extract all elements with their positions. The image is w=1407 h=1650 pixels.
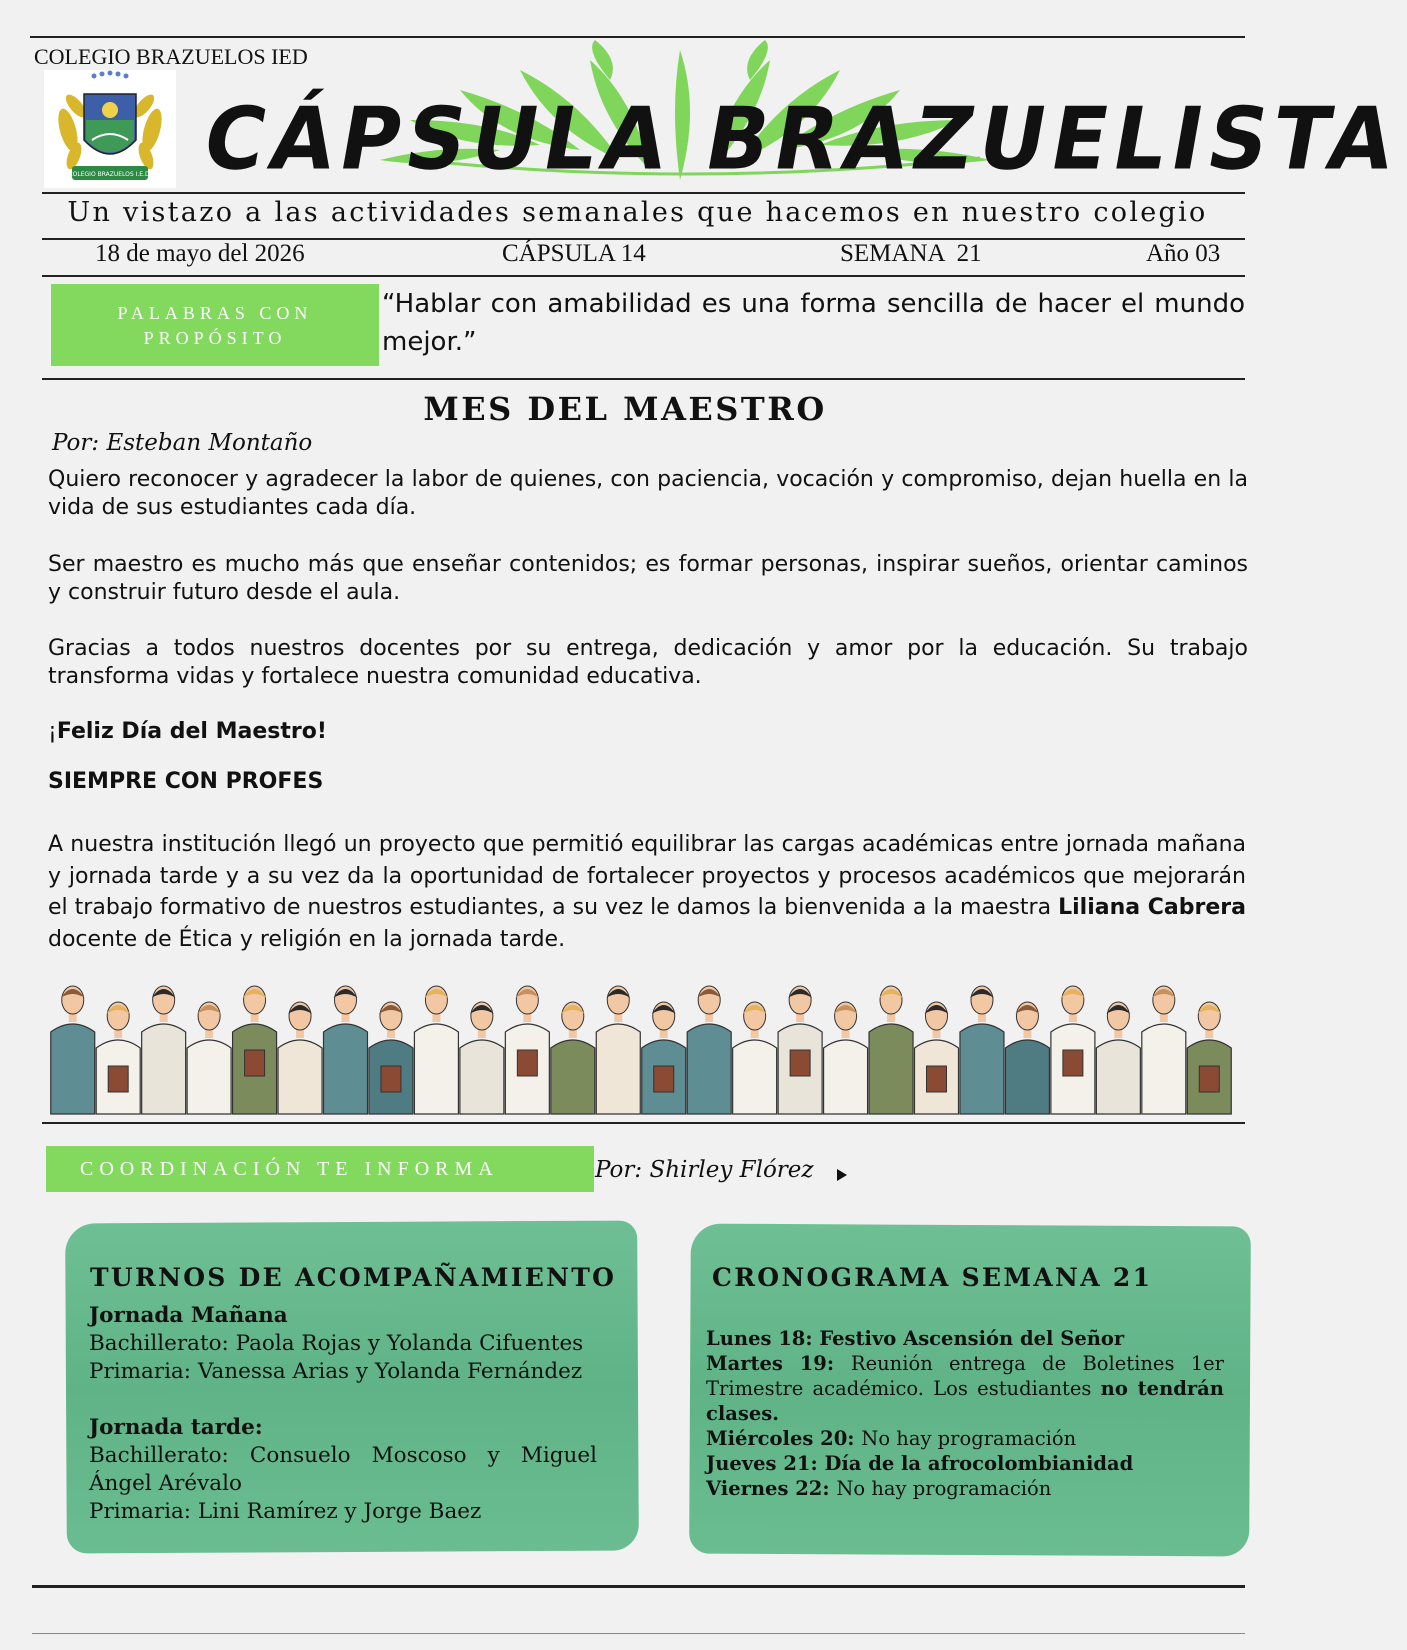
teacher-figure — [869, 986, 913, 1114]
teacher-figure — [96, 1002, 140, 1114]
words-label-line2: PROPÓSITO — [143, 328, 287, 348]
cronograma-day: Jueves 21: — [706, 1452, 825, 1475]
feliz-dia-line — [48, 719, 327, 744]
feliz-dia-text: Feliz Día del Maestro! — [56, 719, 327, 744]
cronograma-text: Día de la afrocolombianidad — [824, 1452, 1134, 1475]
coordination-label-box — [46, 1146, 594, 1192]
article-byline: Por: Esteban Montaño — [52, 430, 313, 456]
afternoon-bachillerato: Bachillerato: Consuelo Moscoso y Miguel — [89, 1443, 597, 1468]
year-number: Año 03 — [1146, 240, 1221, 267]
teacher-figure — [551, 1002, 595, 1114]
rule-under-illustration — [42, 1122, 1245, 1124]
teacher-figure — [142, 986, 186, 1114]
cronograma-text: No hay programación — [836, 1477, 1052, 1500]
play-arrow-icon — [836, 1168, 848, 1182]
teacher-figure — [642, 1002, 686, 1114]
teacher-figure — [51, 986, 95, 1114]
rule-under-title — [42, 192, 1245, 194]
school-name: COLEGIO BRAZUELOS IED — [34, 44, 308, 69]
teacher-figure — [278, 1002, 322, 1114]
teacher-figure — [505, 986, 549, 1114]
teacher-figure — [960, 986, 1004, 1114]
afternoon-heading: Jornada tarde: — [89, 1415, 263, 1440]
cronograma-text: Festivo Ascensión del Señor — [819, 1327, 1125, 1350]
cronograma-bold-tail: no tendrán clases. — [706, 1377, 1224, 1425]
teacher-figure — [1187, 1002, 1231, 1114]
teacher-figure — [596, 986, 640, 1114]
paragraph-4-text-a: A nuestra institución llegó un proyecto que permitió equilibrar las cargas académicas entre jornada mañana y jornada tarde y a su vez da la oportunidad de fortalecer proyectos y procesos académicos que mejorarán el trabajo formativo de nuestros estudiantes, a su vez le damos la bienvenida a la maestra — [48, 832, 1246, 920]
cronograma-day: Lunes 18: — [706, 1327, 820, 1350]
words-label-box — [51, 284, 379, 366]
cronograma-text: Reunión entrega de Boletines 1er Trimestre académico. Los estudiantes — [706, 1352, 1224, 1400]
newsletter-title: CÁPSULA BRAZUELISTA — [196, 89, 1407, 190]
bottom-rule — [32, 1585, 1245, 1588]
words-label-line1: PALABRAS CON — [117, 303, 313, 323]
teacher-figure — [324, 986, 368, 1114]
issue-date: 18 de mayo del 2026 — [95, 240, 305, 267]
footer-rule — [32, 1633, 1245, 1634]
teacher-figure — [1051, 986, 1095, 1114]
cronograma-item — [706, 1451, 1224, 1476]
teacher-figure — [915, 1002, 959, 1114]
cronograma-item — [706, 1476, 1224, 1501]
teacher-figure — [233, 986, 277, 1114]
top-rule — [30, 36, 1245, 38]
week-number: SEMANA 21 — [840, 240, 982, 267]
teacher-figure — [187, 1002, 231, 1114]
article-paragraph-4 — [48, 829, 1246, 955]
teacher-figure — [369, 1002, 413, 1114]
teachers-illustration — [50, 978, 1232, 1114]
teacher-figure — [1096, 1002, 1140, 1114]
cronograma-item — [706, 1351, 1224, 1426]
article-title: MES DEL MAESTRO — [423, 390, 827, 428]
article-paragraph-1: Quiero reconocer y agradecer la labor de quienes, con paciencia, vocación y compromiso, dejan huella en la vida de sus estudiantes cada día. — [48, 467, 1248, 520]
cronograma-text: No hay programación — [861, 1427, 1077, 1450]
teacher-figure — [414, 986, 458, 1114]
teacher-figure — [778, 986, 822, 1114]
morning-heading: Jornada Mañana — [89, 1303, 288, 1328]
teacher-figure — [460, 1002, 504, 1114]
teacher-figure — [1142, 986, 1186, 1114]
turnos-content — [89, 1302, 597, 1526]
teacher-name: Liliana Cabrera — [1058, 895, 1246, 920]
newsletter-subtitle: Un vistazo a las actividades semanales que hacemos en nuestro colegio — [67, 197, 1208, 228]
cronograma-day: Miércoles 20: — [706, 1427, 862, 1450]
teacher-figure — [733, 1002, 777, 1114]
feliz-prefix: ¡ — [48, 719, 57, 744]
paragraph-4-text-b: docente de Ética y religión en la jornada tarde. — [48, 926, 566, 952]
afternoon-primaria: Primaria: Lini Ramírez y Jorge Baez — [89, 1499, 482, 1524]
cronograma-list — [706, 1326, 1224, 1501]
rule-under-quote — [42, 378, 1245, 380]
cronograma-day: Martes 19: — [706, 1352, 851, 1375]
teacher-figure — [824, 1002, 868, 1114]
morning-bachillerato: Bachillerato: Paola Rojas y Yolanda Cifuentes — [89, 1331, 584, 1356]
teacher-figure — [687, 986, 731, 1114]
article-paragraph-3: Gracias a todos nuestros docentes por su entrega, dedicación y amor por la educación. Su trabajo transforma vidas y fortalece nuestra comunidad educativa. — [48, 636, 1248, 689]
rule-under-meta — [42, 275, 1245, 277]
article-paragraph-2: Ser maestro es mucho más que enseñar contenidos; es formar personas, inspirar sueños, orientar caminos y construir futuro desde el aula. — [48, 552, 1248, 605]
turnos-title: TURNOS DE ACOMPAÑAMIENTO — [90, 1263, 617, 1292]
cronograma-item — [706, 1326, 1224, 1351]
section-heading-siempre: SIEMPRE CON PROFES — [48, 769, 324, 794]
purpose-quote: “Hablar con amabilidad es una forma sencilla de hacer el mundo mejor.” — [382, 289, 1245, 357]
morning-primaria: Primaria: Vanessa Arias y Yolanda Fernández — [89, 1359, 583, 1384]
capsule-number: CÁPSULA 14 — [502, 240, 646, 267]
afternoon-bachillerato-cont: Ángel Arévalo — [89, 1471, 242, 1496]
logo-text: COLEGIO BRAZUELOS I.E.D. — [68, 171, 152, 178]
teacher-figure — [1005, 1002, 1049, 1114]
school-logo — [44, 70, 176, 188]
cronograma-item — [706, 1426, 1224, 1451]
cronograma-day: Viernes 22: — [706, 1477, 837, 1500]
coordination-byline: Por: Shirley Flórez — [595, 1157, 814, 1183]
cronograma-title: CRONOGRAMA SEMANA 21 — [712, 1263, 1153, 1292]
coordination-label: COORDINACIÓN TE INFORMA — [80, 1158, 499, 1180]
